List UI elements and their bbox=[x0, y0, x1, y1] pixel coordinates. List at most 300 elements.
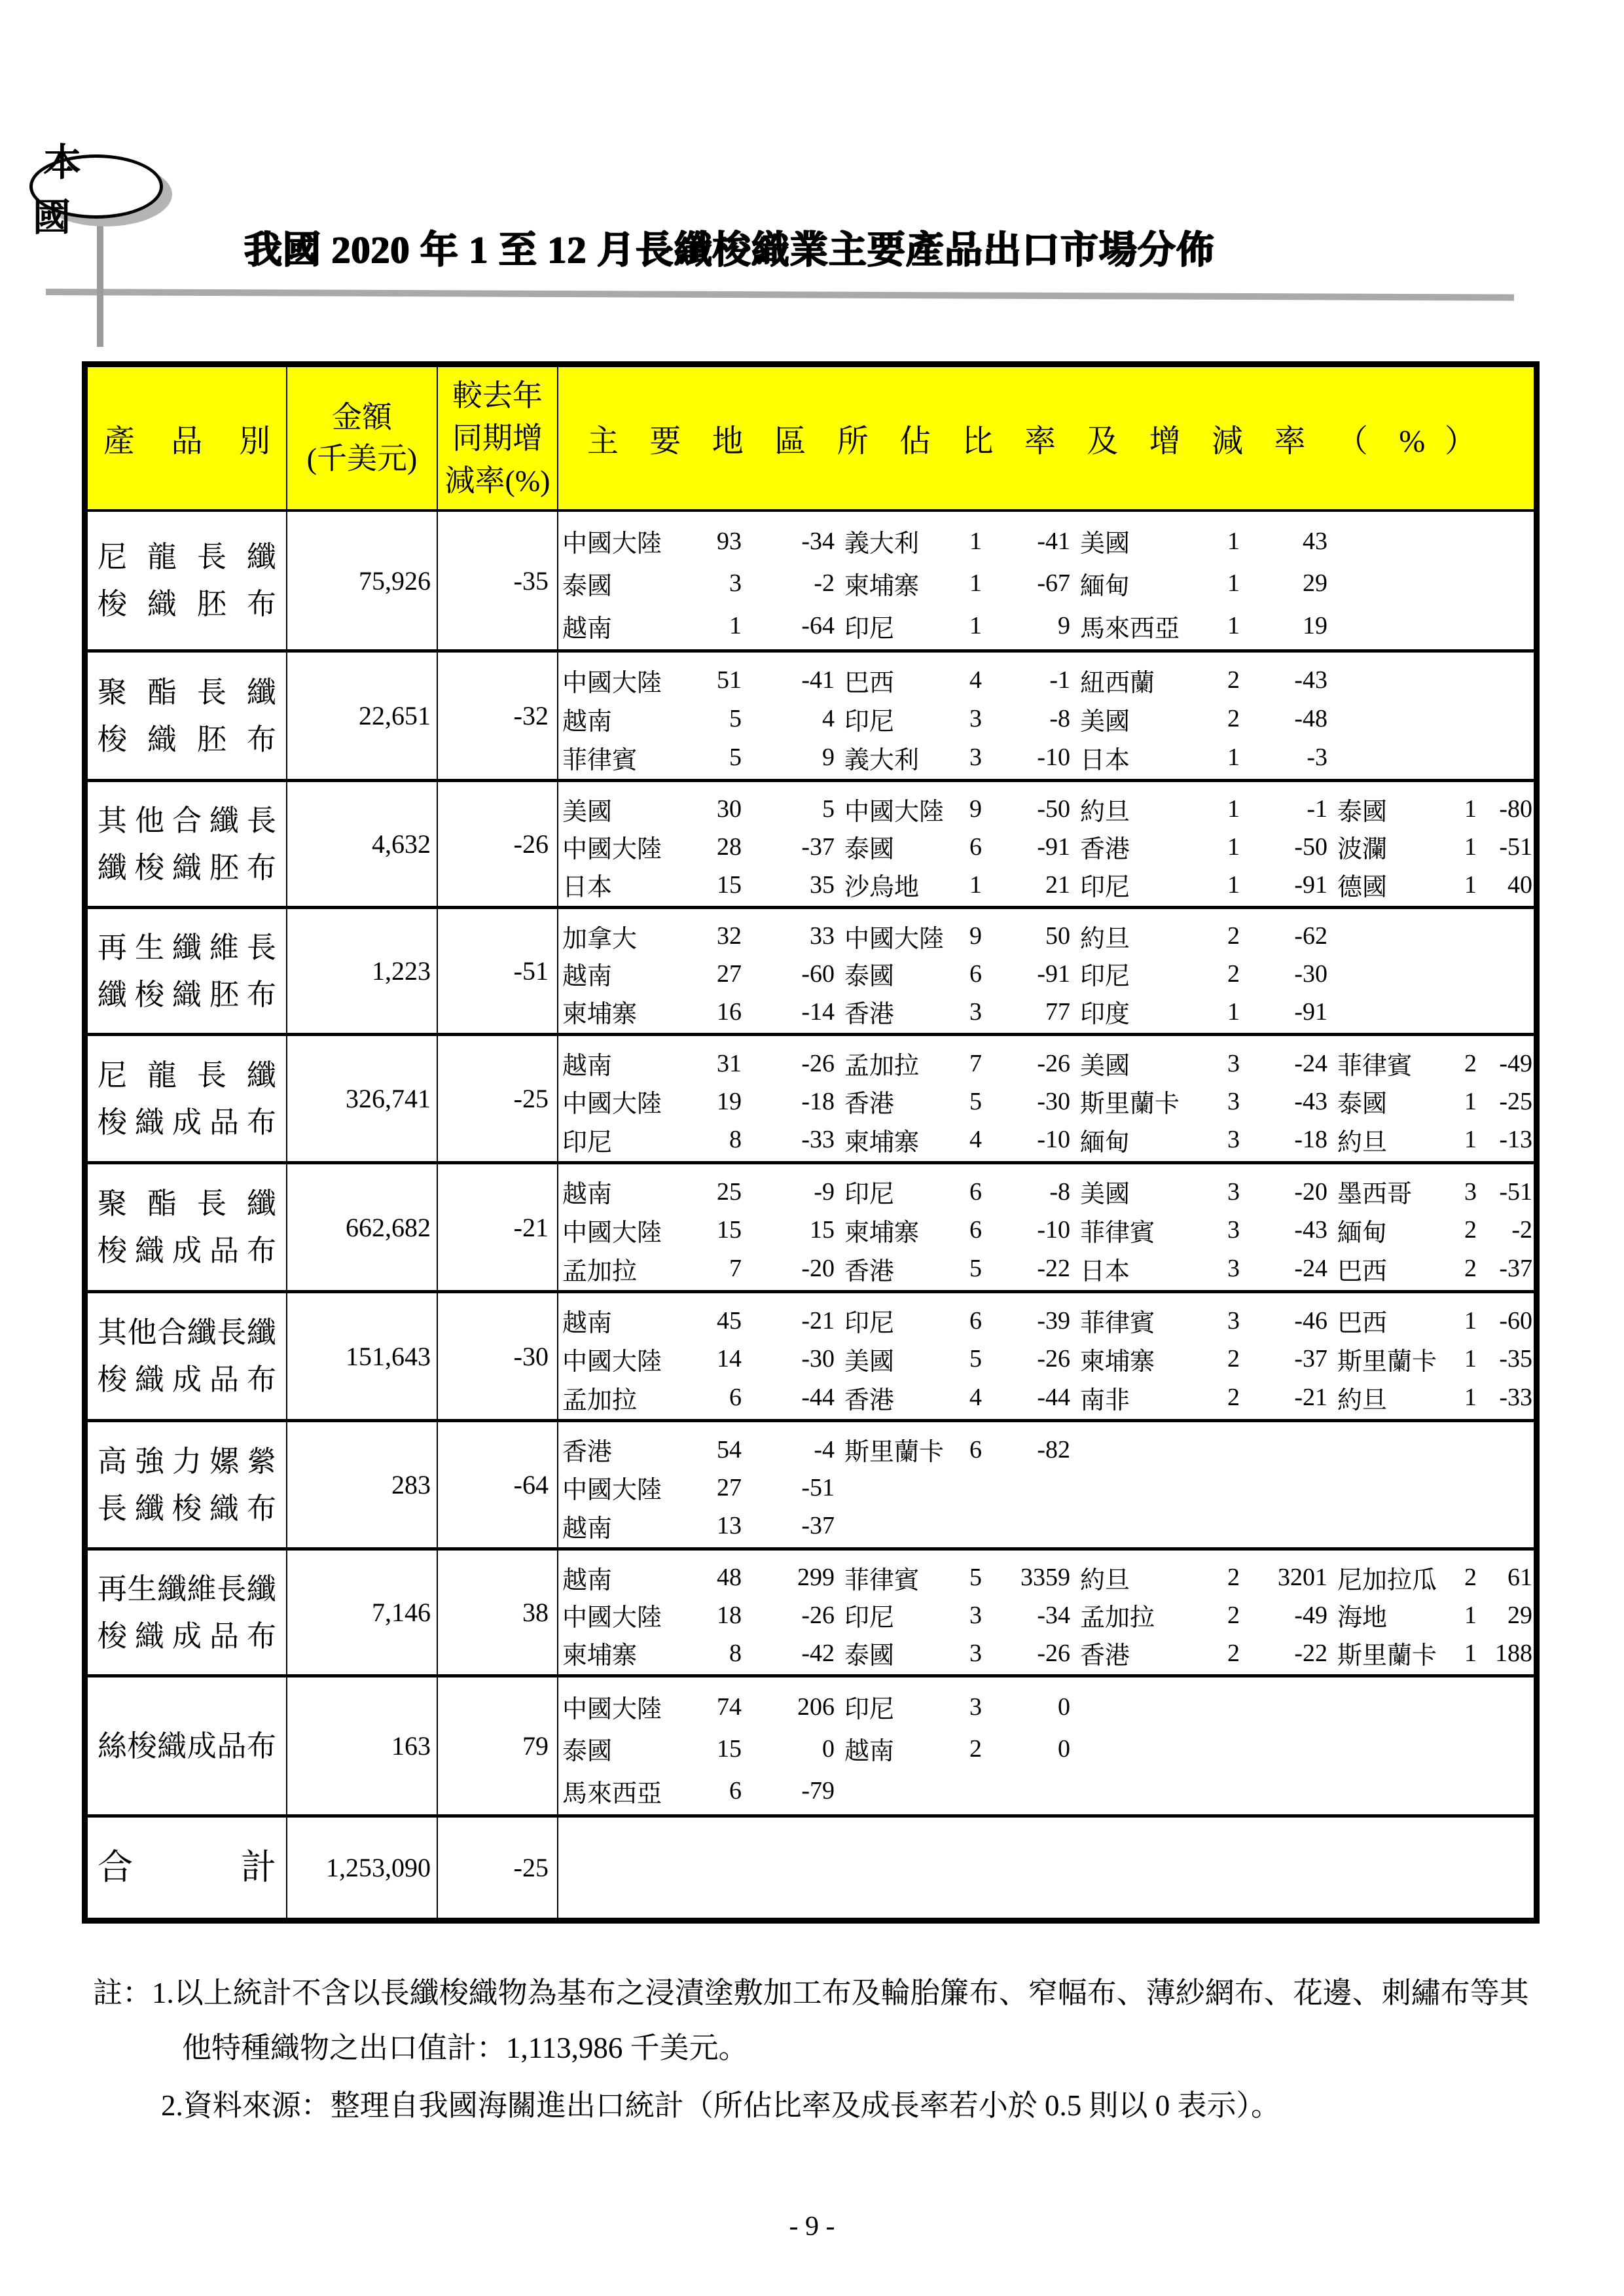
table-body bbox=[88, 512, 1534, 1814]
footnote-line-1: 註：1.以上統計不含以長纖梭織物為基布之浸漬塗敷加工布及輪胎簾布、窄幅布、薄紗網布、花邊、刺繡布等其 bbox=[93, 1977, 1529, 2009]
region-name: 巴西 bbox=[1337, 1257, 1388, 1285]
region-change: 50 bbox=[1045, 922, 1070, 950]
region-name: 日本 bbox=[562, 874, 613, 902]
region-change: -46 bbox=[1294, 1306, 1327, 1335]
region-change: 29 bbox=[1303, 569, 1327, 598]
region-share: 15 bbox=[717, 1734, 742, 1763]
product-name-cell bbox=[88, 1422, 287, 1547]
region-subrow bbox=[558, 1341, 1534, 1376]
region-name: 中國大陸 bbox=[844, 925, 945, 953]
region-name: 孟加拉 bbox=[562, 1257, 638, 1285]
region-subrow bbox=[558, 701, 1534, 736]
region-name: 越南 bbox=[562, 1052, 613, 1081]
region-share: 27 bbox=[717, 1473, 742, 1501]
product-name-line: 尼 龍 長 纖 bbox=[98, 1058, 276, 1092]
region-share: 6 bbox=[969, 960, 982, 988]
amount-cell: 22,651 bbox=[287, 653, 438, 779]
region-name: 孟加拉 bbox=[1080, 1604, 1155, 1632]
region-name: 越南 bbox=[562, 1566, 613, 1594]
region-share: 5 bbox=[729, 744, 742, 771]
region-change: 9 bbox=[1058, 612, 1070, 640]
page-number: - 9 - bbox=[789, 2212, 835, 2242]
region-change: -33 bbox=[1499, 1384, 1532, 1412]
region-share: 3 bbox=[1227, 1177, 1240, 1206]
region-change: 299 bbox=[797, 1564, 835, 1592]
region-share: 1 bbox=[1227, 997, 1240, 1026]
change-cell: -32 bbox=[438, 653, 558, 779]
region-name: 印尼 bbox=[844, 615, 895, 643]
region-subrow bbox=[558, 1174, 1534, 1209]
region-name: 菲律賓 bbox=[1337, 1052, 1413, 1081]
region-name: 印尼 bbox=[562, 1128, 613, 1157]
region-share: 2 bbox=[1227, 1564, 1240, 1592]
change-cell: -30 bbox=[438, 1293, 558, 1419]
total-label: 合 計 bbox=[98, 1848, 276, 1888]
region-name: 印尼 bbox=[1080, 963, 1130, 991]
region-name: 德國 bbox=[1337, 874, 1388, 902]
region-name: 斯里蘭卡 bbox=[1337, 1642, 1437, 1670]
region-share: 1 bbox=[1227, 612, 1240, 640]
region-name: 日本 bbox=[1080, 746, 1130, 774]
table-row bbox=[88, 1290, 1534, 1419]
region-share: 8 bbox=[729, 1639, 742, 1667]
region-name: 越南 bbox=[562, 1515, 613, 1543]
amount-cell: 151,643 bbox=[287, 1293, 438, 1419]
region-name: 約旦 bbox=[1080, 1566, 1130, 1594]
region-share: 9 bbox=[969, 922, 982, 950]
regions-cell bbox=[558, 909, 1534, 1033]
region-name: 墨西哥 bbox=[1337, 1181, 1413, 1209]
region-change: -60 bbox=[801, 960, 835, 988]
region-change: -10 bbox=[1037, 1126, 1070, 1154]
region-share: 1 bbox=[1464, 1639, 1477, 1667]
region-share: 4 bbox=[969, 666, 982, 694]
region-change: -21 bbox=[1294, 1384, 1327, 1412]
region-name: 美國 bbox=[1080, 530, 1130, 558]
region-name: 越南 bbox=[562, 615, 613, 643]
region-change: 40 bbox=[1507, 870, 1532, 899]
region-name: 香港 bbox=[844, 1386, 895, 1414]
region-share: 1 bbox=[1227, 833, 1240, 861]
region-subrow bbox=[558, 1122, 1534, 1157]
region-change: -44 bbox=[801, 1384, 835, 1412]
region-subrow bbox=[558, 608, 1534, 643]
region-change: -91 bbox=[1294, 870, 1327, 899]
region-share: 3 bbox=[1227, 1255, 1240, 1283]
region-change: -10 bbox=[1037, 1216, 1070, 1244]
region-change: -18 bbox=[1294, 1126, 1327, 1154]
region-share: 3 bbox=[729, 569, 742, 598]
region-name: 泰國 bbox=[562, 1738, 613, 1766]
region-share: 3 bbox=[1464, 1177, 1477, 1206]
region-name: 香港 bbox=[844, 1090, 895, 1119]
region-name: 香港 bbox=[1080, 1642, 1130, 1670]
region-name: 美國 bbox=[844, 1348, 895, 1376]
product-name-cell bbox=[88, 1677, 287, 1814]
region-share: 4 bbox=[969, 1126, 982, 1154]
region-name: 泰國 bbox=[1337, 798, 1388, 826]
product-name-line: 絲梭織成品布 bbox=[98, 1729, 276, 1763]
region-name: 美國 bbox=[1080, 1181, 1130, 1209]
region-share: 5 bbox=[729, 705, 742, 732]
region-change: 35 bbox=[810, 870, 835, 899]
region-share: 48 bbox=[717, 1564, 742, 1592]
region-subrow bbox=[558, 1731, 1534, 1766]
product-name-line: 梭織成品布 bbox=[98, 1234, 276, 1267]
region-change: 9 bbox=[822, 744, 835, 771]
regions-cell bbox=[558, 1677, 1534, 1814]
region-name: 越南 bbox=[562, 1310, 613, 1338]
change-cell: 38 bbox=[438, 1551, 558, 1674]
region-share: 2 bbox=[1227, 922, 1240, 950]
change-cell: -35 bbox=[438, 512, 558, 649]
region-name: 美國 bbox=[1080, 1052, 1130, 1081]
region-name: 泰國 bbox=[1337, 1090, 1388, 1119]
region-share: 5 bbox=[969, 1345, 982, 1373]
region-change: -24 bbox=[1294, 1049, 1327, 1077]
region-name: 波瀾 bbox=[1337, 836, 1388, 864]
region-change: -91 bbox=[1294, 997, 1327, 1026]
region-share: 1 bbox=[1464, 833, 1477, 861]
region-name: 中國大陸 bbox=[562, 669, 662, 697]
region-change: -79 bbox=[801, 1777, 835, 1805]
region-change: -43 bbox=[1294, 666, 1327, 694]
region-share: 3 bbox=[1227, 1306, 1240, 1335]
region-name: 中國大陸 bbox=[562, 1604, 662, 1632]
region-change: -30 bbox=[1037, 1087, 1070, 1115]
product-name-line: 聚 酯 長 纖 bbox=[98, 675, 276, 709]
region-change: -26 bbox=[1037, 1345, 1070, 1373]
region-change: -49 bbox=[1499, 1049, 1532, 1077]
region-name: 印尼 bbox=[844, 1696, 895, 1724]
header-change-column bbox=[438, 367, 558, 509]
region-share: 45 bbox=[717, 1306, 742, 1335]
region-name: 美國 bbox=[1080, 708, 1130, 736]
region-name: 馬來西亞 bbox=[562, 1780, 662, 1808]
region-change: 0 bbox=[1058, 1693, 1070, 1721]
header-regions-column: 主 要 地 區 所 佔 比 率 及 增 減 率 （ % ） bbox=[587, 424, 1476, 459]
region-change: 15 bbox=[810, 1216, 835, 1244]
header-change-line1: 較去年 bbox=[452, 378, 543, 412]
region-change: -2 bbox=[1511, 1216, 1532, 1244]
region-name: 香港 bbox=[562, 1439, 613, 1467]
region-change: -34 bbox=[1037, 1601, 1070, 1629]
region-share: 1 bbox=[969, 870, 982, 899]
region-change: -37 bbox=[801, 833, 835, 861]
region-name: 中國大陸 bbox=[562, 530, 662, 558]
region-share: 15 bbox=[717, 870, 742, 899]
region-share: 1 bbox=[1464, 1126, 1477, 1154]
product-name-line: 梭 織 胚 布 bbox=[98, 588, 276, 620]
regions-cell bbox=[558, 782, 1534, 906]
region-change: 0 bbox=[1058, 1734, 1070, 1763]
region-name: 孟加拉 bbox=[844, 1052, 920, 1081]
region-name: 菲律賓 bbox=[1080, 1219, 1155, 1247]
region-share: 3 bbox=[969, 705, 982, 732]
region-share: 5 bbox=[969, 1564, 982, 1592]
header-product-column: 產 品 別 bbox=[88, 367, 287, 509]
title-divider-rule bbox=[46, 289, 1514, 301]
region-share: 16 bbox=[717, 997, 742, 1026]
product-name-line: 高強力嫘縈 bbox=[98, 1444, 276, 1478]
region-name: 柬埔寨 bbox=[844, 1219, 920, 1247]
region-share: 5 bbox=[969, 1255, 982, 1283]
export-market-table bbox=[82, 361, 1540, 1924]
product-name-line: 其他合纖長纖 bbox=[98, 1316, 276, 1349]
region-change: -22 bbox=[1037, 1255, 1070, 1283]
region-name: 香港 bbox=[844, 1257, 895, 1285]
region-name: 約旦 bbox=[1080, 798, 1130, 826]
total-amount-cell: 1,253,090 bbox=[287, 1818, 438, 1918]
region-share: 2 bbox=[1464, 1255, 1477, 1283]
region-subrow bbox=[558, 565, 1534, 600]
region-change: -37 bbox=[801, 1512, 835, 1540]
product-name-line: 長纖梭織布 bbox=[98, 1492, 276, 1525]
region-name: 加拿大 bbox=[562, 925, 638, 953]
region-change: -43 bbox=[1294, 1216, 1327, 1244]
region-name: 印度 bbox=[1080, 1001, 1130, 1029]
change-cell: -25 bbox=[438, 1036, 558, 1161]
region-change: -20 bbox=[801, 1255, 835, 1283]
region-name: 印尼 bbox=[1080, 874, 1130, 902]
country-badge bbox=[29, 141, 163, 239]
region-name: 中國大陸 bbox=[562, 836, 662, 864]
region-change: 3201 bbox=[1278, 1564, 1327, 1592]
region-share: 1 bbox=[1464, 1601, 1477, 1629]
region-name: 中國大陸 bbox=[844, 798, 945, 826]
footnote-line-2: 他特種織物之出口值計：1,113,986 千美元。 bbox=[182, 2032, 748, 2064]
region-name: 中國大陸 bbox=[562, 1348, 662, 1376]
region-name: 泰國 bbox=[844, 836, 895, 864]
region-change: -9 bbox=[814, 1177, 835, 1206]
region-share: 13 bbox=[717, 1512, 742, 1540]
region-share: 4 bbox=[969, 1384, 982, 1412]
region-share: 1 bbox=[969, 527, 982, 555]
region-share: 2 bbox=[1227, 1384, 1240, 1412]
region-name: 斯里蘭卡 bbox=[1337, 1348, 1437, 1376]
region-change: 61 bbox=[1507, 1564, 1532, 1592]
region-change: -82 bbox=[1037, 1435, 1070, 1463]
region-change: -51 bbox=[1499, 1177, 1532, 1206]
region-change: -8 bbox=[1049, 705, 1070, 732]
region-subrow bbox=[558, 662, 1534, 697]
region-change: -24 bbox=[1294, 1255, 1327, 1283]
region-name: 越南 bbox=[562, 963, 613, 991]
table-row bbox=[88, 1419, 1534, 1547]
region-change: 77 bbox=[1045, 997, 1070, 1026]
product-name-line: 梭織成品布 bbox=[98, 1619, 276, 1653]
header-change-line2: 同期增 bbox=[452, 421, 543, 455]
region-name: 泰國 bbox=[562, 572, 613, 600]
regions-cell bbox=[558, 1422, 1534, 1547]
region-change: 3359 bbox=[1020, 1564, 1070, 1592]
region-name: 泰國 bbox=[844, 963, 895, 991]
regions-cell bbox=[558, 653, 1534, 779]
region-subrow bbox=[558, 523, 1534, 558]
region-share: 8 bbox=[729, 1126, 742, 1154]
amount-cell: 662,682 bbox=[287, 1164, 438, 1290]
total-regions-cell bbox=[558, 1818, 1534, 1918]
region-name: 義大利 bbox=[844, 530, 920, 558]
region-change: -51 bbox=[801, 1473, 835, 1501]
product-name-line: 聚 酯 長 纖 bbox=[98, 1187, 276, 1220]
total-change-cell: -25 bbox=[438, 1818, 558, 1918]
region-share: 3 bbox=[969, 744, 982, 771]
region-subrow bbox=[558, 994, 1534, 1029]
region-share: 15 bbox=[717, 1216, 742, 1244]
region-name: 紐西蘭 bbox=[1080, 669, 1155, 697]
region-change: 33 bbox=[810, 922, 835, 950]
region-name: 菲律賓 bbox=[562, 746, 638, 774]
table-row bbox=[88, 1161, 1534, 1290]
region-change: -37 bbox=[1294, 1345, 1327, 1373]
region-share: 30 bbox=[717, 795, 742, 823]
region-subrow bbox=[558, 1689, 1534, 1724]
region-share: 1 bbox=[969, 569, 982, 598]
region-change: -48 bbox=[1294, 705, 1327, 732]
region-subrow bbox=[558, 1597, 1534, 1632]
region-change: 21 bbox=[1045, 870, 1070, 899]
region-name: 越南 bbox=[562, 1181, 613, 1209]
amount-cell: 163 bbox=[287, 1677, 438, 1814]
region-name: 斯里蘭卡 bbox=[844, 1439, 945, 1467]
region-share: 6 bbox=[969, 1216, 982, 1244]
region-share: 1 bbox=[1464, 1345, 1477, 1373]
region-share: 3 bbox=[1227, 1049, 1240, 1077]
region-change: -51 bbox=[1499, 833, 1532, 861]
region-change: -26 bbox=[1037, 1049, 1070, 1077]
country-badge-label: 本 國 bbox=[33, 141, 92, 239]
region-share: 1 bbox=[1227, 744, 1240, 771]
product-name-line: 其他合纖長 bbox=[98, 804, 276, 837]
region-name: 印尼 bbox=[844, 1604, 895, 1632]
region-change: -41 bbox=[801, 666, 835, 694]
region-share: 25 bbox=[717, 1177, 742, 1206]
region-share: 51 bbox=[717, 666, 742, 694]
product-name-line: 再生纖維長纖 bbox=[98, 1572, 276, 1605]
region-share: 2 bbox=[1227, 1601, 1240, 1629]
region-change: 188 bbox=[1495, 1639, 1532, 1667]
product-name-line: 纖梭織胚布 bbox=[98, 978, 276, 1011]
region-change: -18 bbox=[801, 1087, 835, 1115]
region-name: 柬埔寨 bbox=[844, 572, 920, 600]
product-name-cell bbox=[88, 1036, 287, 1161]
region-share: 3 bbox=[969, 1639, 982, 1667]
region-share: 3 bbox=[1227, 1216, 1240, 1244]
product-name-cell bbox=[88, 1551, 287, 1674]
region-change: 43 bbox=[1303, 527, 1327, 555]
region-change: -67 bbox=[1037, 569, 1070, 598]
region-change: -26 bbox=[801, 1601, 835, 1629]
product-name-line: 尼 龍 長 纖 bbox=[98, 541, 276, 573]
region-name: 中國大陸 bbox=[562, 1477, 662, 1505]
region-share: 7 bbox=[969, 1049, 982, 1077]
region-change: -44 bbox=[1037, 1384, 1070, 1412]
region-name: 義大利 bbox=[844, 746, 920, 774]
region-share: 1 bbox=[1464, 1384, 1477, 1412]
region-share: 1 bbox=[1227, 870, 1240, 899]
change-cell: -51 bbox=[438, 909, 558, 1033]
region-name: 中國大陸 bbox=[562, 1219, 662, 1247]
region-share: 1 bbox=[1227, 527, 1240, 555]
region-subrow bbox=[558, 1212, 1534, 1247]
region-change: -42 bbox=[801, 1639, 835, 1667]
page-title: 我國 2020 年 1 至 12 月長纖梭織業主要產品出口市場分佈 bbox=[244, 228, 1215, 271]
region-subrow bbox=[558, 1469, 1534, 1505]
region-share: 93 bbox=[717, 527, 742, 555]
product-name-cell bbox=[88, 909, 287, 1033]
region-name: 印尼 bbox=[844, 1310, 895, 1338]
region-subrow bbox=[558, 867, 1534, 902]
regions-cell bbox=[558, 1293, 1534, 1419]
region-share: 7 bbox=[729, 1255, 742, 1283]
region-change: -26 bbox=[1037, 1639, 1070, 1667]
region-change: -10 bbox=[1037, 744, 1070, 771]
region-subrow bbox=[558, 918, 1534, 953]
region-subrow bbox=[558, 829, 1534, 864]
regions-cell bbox=[558, 512, 1534, 649]
region-name: 中國大陸 bbox=[562, 1696, 662, 1724]
region-share: 3 bbox=[1227, 1126, 1240, 1154]
region-change: -22 bbox=[1294, 1639, 1327, 1667]
region-change: 0 bbox=[822, 1734, 835, 1763]
table-header-row bbox=[88, 367, 1534, 512]
region-change: -50 bbox=[1037, 795, 1070, 823]
region-change: -43 bbox=[1294, 1087, 1327, 1115]
region-change: -2 bbox=[814, 569, 835, 598]
region-subrow bbox=[558, 956, 1534, 991]
region-change: -3 bbox=[1307, 744, 1327, 771]
region-share: 1 bbox=[1464, 1306, 1477, 1335]
region-change: -33 bbox=[801, 1126, 835, 1154]
region-share: 54 bbox=[717, 1435, 742, 1463]
header-amount-column bbox=[287, 367, 438, 509]
region-change: -49 bbox=[1294, 1601, 1327, 1629]
product-name-line: 纖梭織胚布 bbox=[98, 851, 276, 884]
region-share: 31 bbox=[717, 1049, 742, 1077]
region-name: 緬甸 bbox=[1080, 1128, 1130, 1157]
region-subrow bbox=[558, 791, 1534, 826]
region-change: -64 bbox=[801, 612, 835, 640]
region-name: 斯里蘭卡 bbox=[1080, 1090, 1180, 1119]
product-name-line: 再生纖維長 bbox=[98, 931, 276, 964]
product-name-cell bbox=[88, 1164, 287, 1290]
region-share: 2 bbox=[1464, 1049, 1477, 1077]
region-change: -37 bbox=[1499, 1255, 1532, 1283]
region-name: 孟加拉 bbox=[562, 1386, 638, 1414]
region-name: 巴西 bbox=[1337, 1310, 1388, 1338]
region-share: 2 bbox=[1464, 1564, 1477, 1592]
header-amount-line2: (千美元) bbox=[306, 441, 418, 475]
region-name: 越南 bbox=[562, 708, 613, 736]
region-change: -26 bbox=[801, 1049, 835, 1077]
region-name: 約旦 bbox=[1080, 925, 1130, 953]
region-name: 泰國 bbox=[844, 1642, 895, 1670]
region-share: 3 bbox=[1227, 1087, 1240, 1115]
region-change: -20 bbox=[1294, 1177, 1327, 1206]
region-share: 6 bbox=[969, 1435, 982, 1463]
product-name-line: 梭織成品布 bbox=[98, 1363, 276, 1396]
region-name: 海地 bbox=[1337, 1604, 1388, 1632]
region-subrow bbox=[558, 1773, 1534, 1808]
region-name: 約旦 bbox=[1337, 1128, 1388, 1157]
region-change: -13 bbox=[1499, 1126, 1532, 1154]
region-share: 1 bbox=[729, 612, 742, 640]
product-name-cell bbox=[88, 653, 287, 779]
region-change: -62 bbox=[1294, 922, 1327, 950]
region-share: 2 bbox=[1464, 1216, 1477, 1244]
region-share: 1 bbox=[969, 612, 982, 640]
